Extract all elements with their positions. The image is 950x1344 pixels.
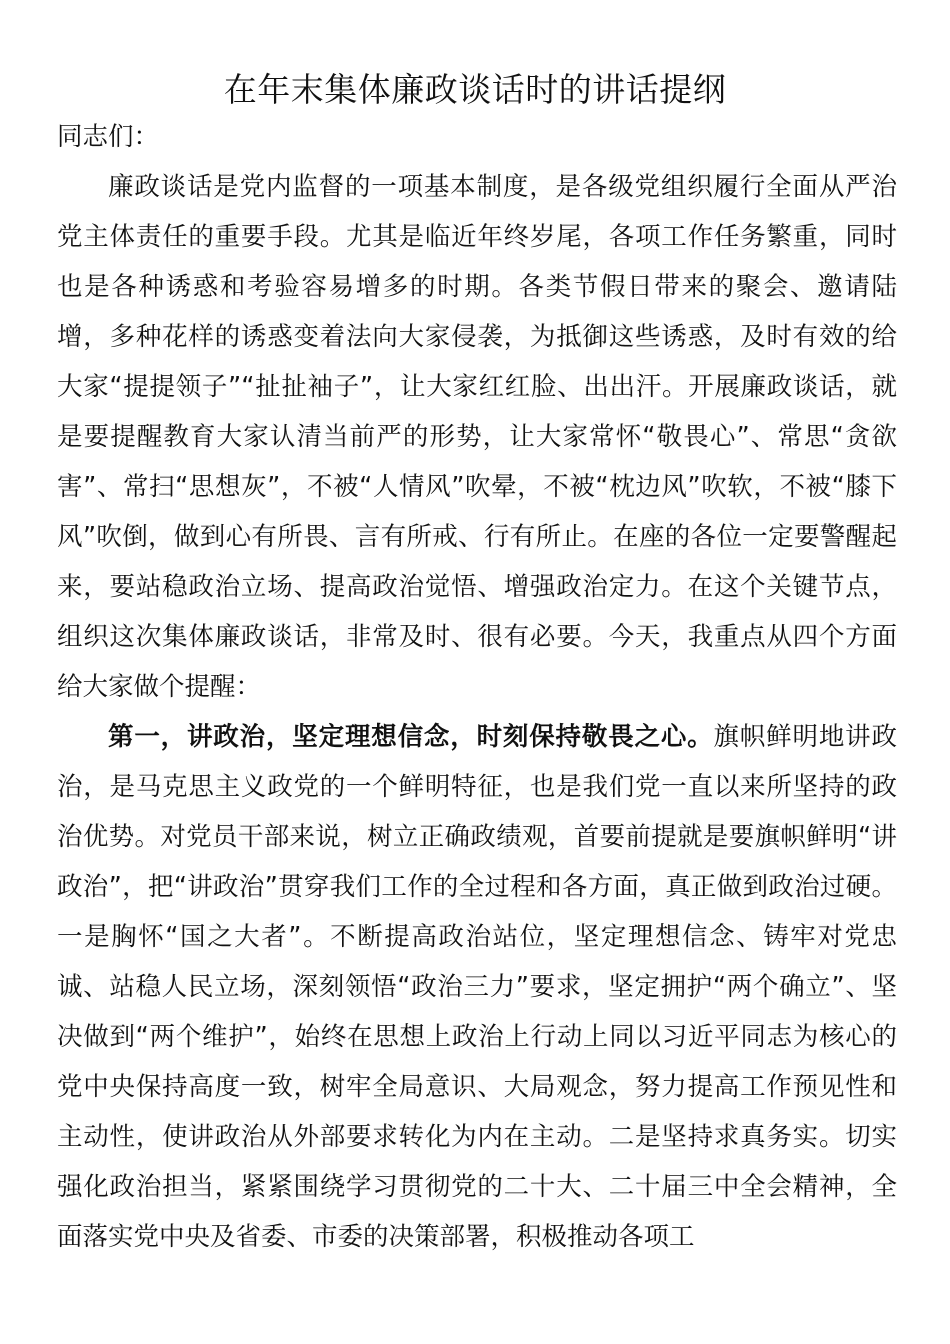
salutation: 同志们： <box>57 122 160 152</box>
intro-paragraph: 廉政谈话是党内监督的一项基本制度，是各级党组织履行全面从严治党主体责任的重要手段。尤其是临近年终岁尾，各项工作任务繁重，同时也是各种诱惑和考验容易增多的时期。各类节假日带来的聚会、邀请陆增，多种花样的诱惑变着法向大家侵袭，为抵御这些诱惑，及时有效的给大家“提提领子”“扯扯袖子”，让大家红红脸、出出汗。开展廉政谈话，就是要提醒教育大家认清当前严的形势，让大家常怀“敬畏心”、常思“贪欲害”、常扫“思想灰”，不被“人情风”吹晕，不被“枕边风”吹软，不被“膝下风”吹倒，做到心有所畏、言有所戒、行有所止。在座的各位一定要警醒起来，要站稳政治立场、提高政治觉悟、增强政治定力。在这个关键节点，组织这次集体廉政谈话，非常及时、很有必要。今天，我重点从四个方面给大家做个提醒： <box>57 172 897 702</box>
document-title: 在年末集体廉政谈话时的讲话提纲 <box>223 70 727 109</box>
section-1-paragraph <box>57 712 897 1262</box>
document-body <box>57 112 897 1262</box>
section-1-text: 旗帜鲜明地讲政治，是马克思主义政党的一个鲜明特征，也是我们党一直以来所坚持的政治优势。对党员干部来说，树立正确政绩观，首要前提就是要旗帜鲜明“讲政治”，把“讲政治”贯穿我们工作的全过程和各方面，真正做到政治过硬。一是胸怀“国之大者”。不断提高政治站位，坚定理想信念、铸牢对党忠诚、站稳人民立场，深刻领悟“政治三力”要求，坚定拥护“两个确立”、坚决做到“两个维护”，始终在思想上政治上行动上同以习近平同志为核心的党中央保持高度一致，树牢全局意识、大局观念，努力提高工作预见性和主动性，使讲政治从外部要求转化为内在主动。二是坚持求真务实。切实强化政治担当，紧紧围绕学习贯彻党的二十大、二十届三中全会精神，全面落实党中央及省委、市委的决策部署，积极推动各项工 <box>57 722 897 1252</box>
section-1-heading: 第一，讲政治，坚定理想信念，时刻保持敬畏之心。 <box>108 722 714 752</box>
